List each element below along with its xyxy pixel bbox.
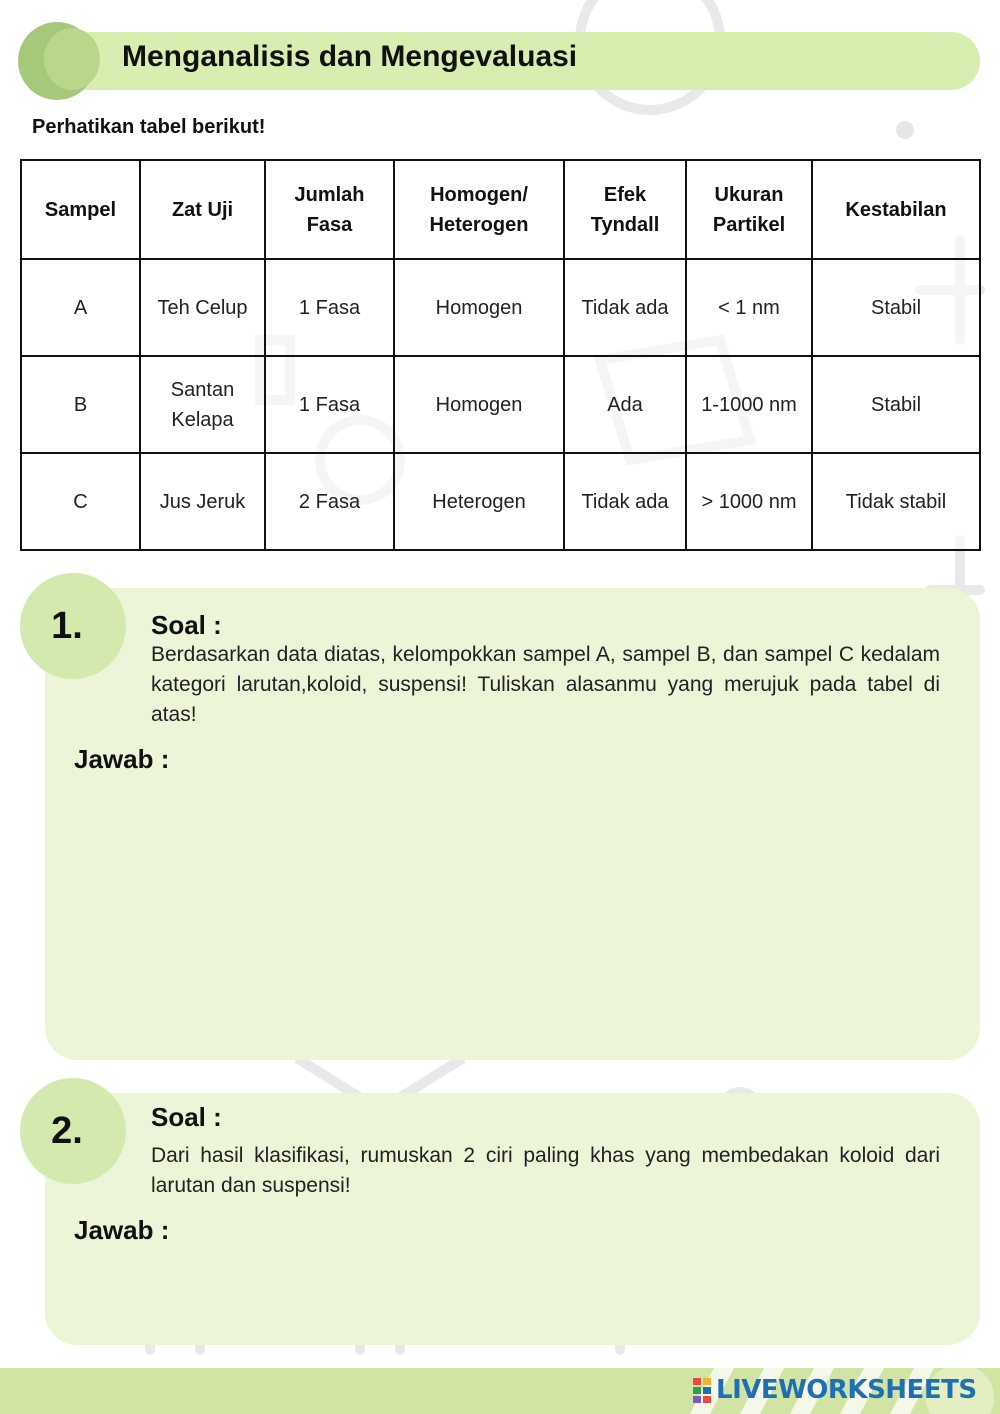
soal-label: Soal : [151, 610, 222, 640]
table-cell: 2 Fasa [265, 453, 394, 550]
header-circle-decoration-inner [44, 28, 100, 90]
table-cell: 1-1000 nm [686, 356, 812, 453]
col-header-sampel: Sampel [21, 160, 140, 259]
col-header-homogen-heterogen: Homogen/ Heterogen [394, 160, 564, 259]
table-cell: Tidak ada [564, 259, 686, 356]
col-header-ukuran-partikel: Ukuran Partikel [686, 160, 812, 259]
table-cell: Tidak ada [564, 453, 686, 550]
question-number-badge [20, 573, 126, 679]
table-cell: Homogen [394, 356, 564, 453]
table-cell: Teh Celup [140, 259, 265, 356]
table-cell: A [21, 259, 140, 356]
table-cell: < 1 nm [686, 259, 812, 356]
answer-area-1[interactable] [74, 784, 954, 1034]
table-cell: Tidak stabil [812, 453, 980, 550]
question-number-badge [20, 1078, 126, 1184]
soal-text: Berdasarkan data diatas, kelompokkan sampel A, sampel B, dan sampel C kedalam kategori larutan,koloid, suspensi! Tuliskan alasanmu yang merujuk pada tabel di atas! [151, 643, 940, 726]
question-number: 1. [51, 604, 83, 647]
table-cell: Jus Jeruk [140, 453, 265, 550]
page-title: Menganalisis dan Mengevaluasi [122, 40, 578, 73]
table-cell: Ada [564, 356, 686, 453]
jawab-label: Jawab : [74, 744, 170, 774]
table-cell: 1 Fasa [265, 259, 394, 356]
table-instruction: Perhatikan tabel berikut! [32, 116, 266, 138]
soal-label: Soal : [151, 1102, 222, 1132]
table-cell: Homogen [394, 259, 564, 356]
table-cell: Heterogen [394, 453, 564, 550]
col-header-zat-uji: Zat Uji [140, 160, 265, 259]
table-header-row [21, 160, 980, 259]
answer-area-2[interactable] [74, 1255, 954, 1330]
table-row [21, 259, 980, 356]
table-row [21, 453, 980, 550]
table-cell: Stabil [812, 356, 980, 453]
table-cell: 1 Fasa [265, 356, 394, 453]
table-cell: C [21, 453, 140, 550]
table-cell: Stabil [812, 259, 980, 356]
col-header-kestabilan: Kestabilan [812, 160, 980, 259]
liveworksheets-logo-icon [692, 1376, 714, 1404]
question-number: 2. [51, 1109, 83, 1152]
table-cell: > 1000 nm [686, 453, 812, 550]
liveworksheets-logo[interactable] [692, 1374, 977, 1406]
table-cell: Santan Kelapa [140, 356, 265, 453]
table-cell: B [21, 356, 140, 453]
table-row [21, 356, 980, 453]
soal-text: Dari hasil klasifikasi, rumuskan 2 ciri paling khas yang membedakan koloid dari larutan dan suspensi! [151, 1144, 940, 1197]
col-header-efek-tyndall: Efek Tyndall [564, 160, 686, 259]
jawab-label: Jawab : [74, 1215, 170, 1245]
data-table [20, 159, 981, 551]
liveworksheets-logo-text: LIVEWORKSHEETS [716, 1375, 977, 1405]
col-header-jumlah-fasa: Jumlah Fasa [265, 160, 394, 259]
